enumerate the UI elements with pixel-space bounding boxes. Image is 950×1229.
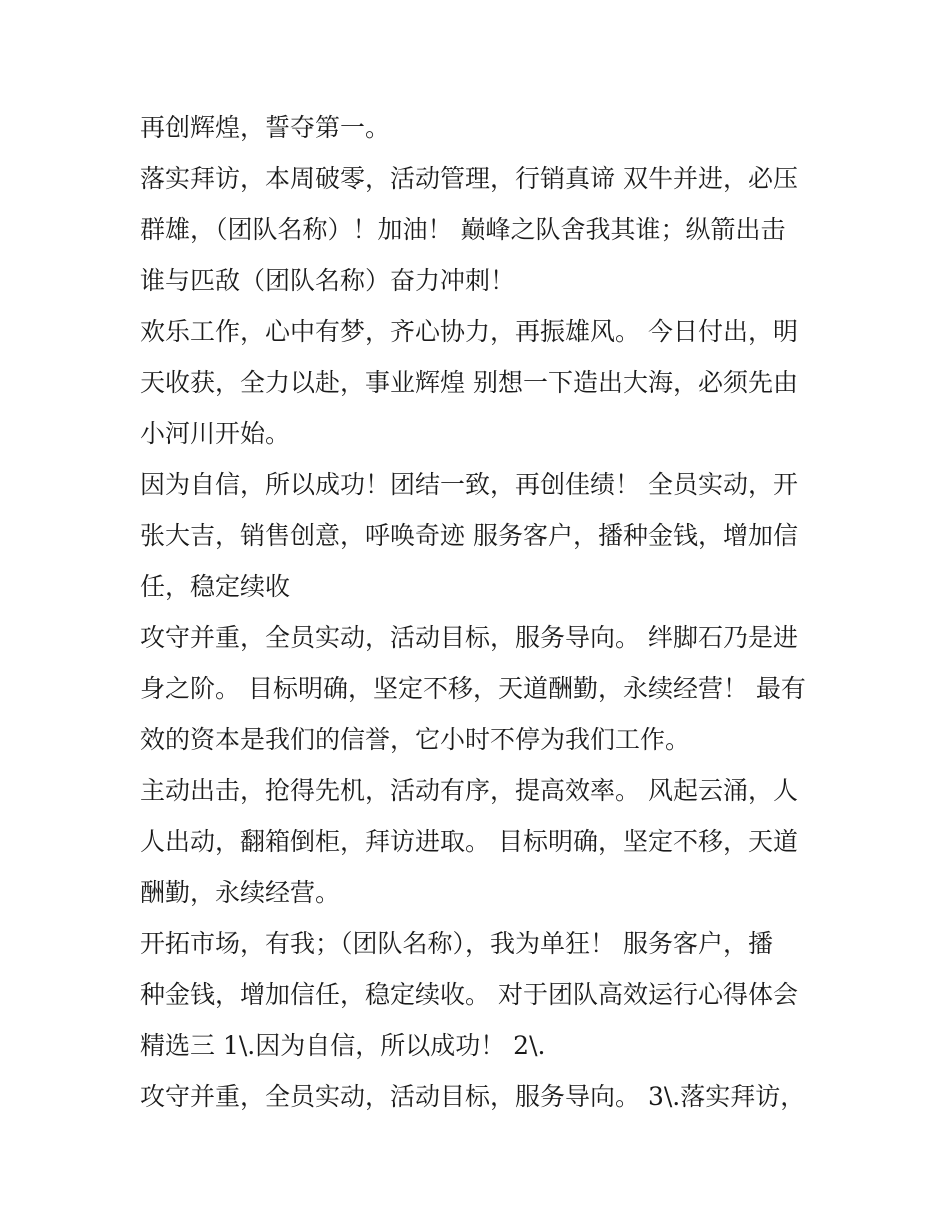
text-line: 谁与匹敌（团队名称）奋力冲刺！ (140, 266, 516, 295)
text-line: 欢乐工作，心中有梦，齐心协力，再振雄风。 今日付出，明 (140, 317, 798, 346)
text-line: 效的资本是我们的信誉，它小时不停为我们工作。 (140, 725, 691, 754)
text-line: 身之阶。 目标明确，坚定不移，天道酬勤，永续经营！ 最有 (140, 674, 806, 703)
text-line: 人出动，翻箱倒柜，拜访进取。 目标明确，坚定不移，天道 (140, 827, 798, 856)
text-line: 天收获，全力以赴，事业辉煌 别想一下造出大海，必须先由 (140, 368, 798, 397)
text-line: 因为自信，所以成功！团结一致，再创佳绩！ 全员实动，开 (140, 470, 798, 499)
text-line: 攻守并重，全员实动，活动目标，服务导向。 3\.落实拜访， (140, 1082, 806, 1111)
text-line: 酬勤，永续经营。 (140, 878, 341, 907)
text-line: 精选三 1\.因为自信，所以成功！ 2\. (140, 1031, 546, 1060)
text-line: 种金钱，增加信任，稳定续收。 对于团队高效运行心得体会 (140, 980, 798, 1009)
text-line: 群雄，（团队名称）！加油！ 巅峰之队舍我其谁；纵箭出击 (140, 215, 786, 244)
text-line: 任，稳定续收 (140, 572, 291, 601)
text-line: 张大吉，销售创意，呼唤奇迹 服务客户，播种金钱，增加信 (140, 521, 798, 550)
text-line: 小河川开始。 (140, 419, 291, 448)
text-line: 再创辉煌，誓夺第一。 (140, 113, 391, 142)
text-line: 主动出击，抢得先机，活动有序，提高效率。 风起云涌，人 (140, 776, 798, 805)
text-line: 攻守并重，全员实动，活动目标，服务导向。 绊脚石乃是进 (140, 623, 798, 652)
text-line: 落实拜访，本周破零，活动管理，行销真谛 双牛并进，必压 (140, 164, 798, 193)
text-line: 开拓市场，有我；（团队名称），我为单狂！ 服务客户，播 (140, 929, 773, 958)
